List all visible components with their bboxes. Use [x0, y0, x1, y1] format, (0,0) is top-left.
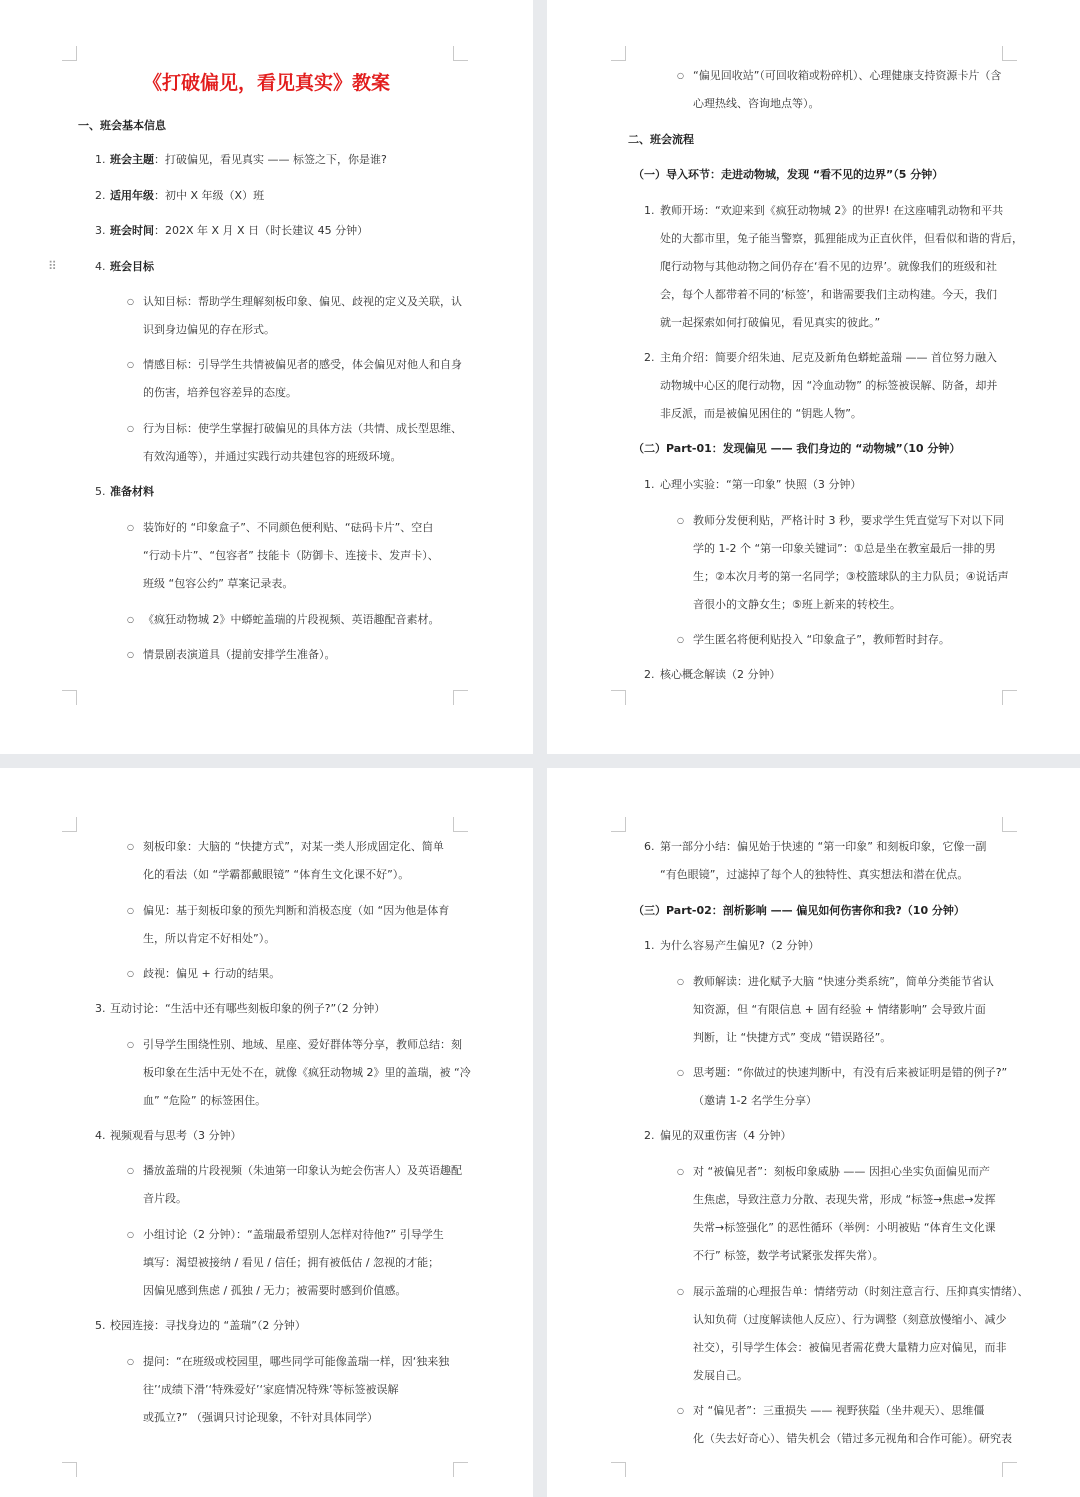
text-line: 生焦虑，导致注意力分散、表现失常，形成 “标签→焦虑→发挥	[693, 1193, 996, 1206]
crop-mark	[611, 690, 626, 705]
bullet-icon: ○	[127, 906, 134, 915]
text-line: 处的大都市里，兔子能当警察，狐狸能成为正直伙伴，但看似和谐的背后，	[660, 232, 1023, 245]
text-line: 刻板印象：大脑的 “快捷方式”，对某一类人形成固定化、简单	[143, 840, 444, 853]
text-line: 音片段。	[143, 1192, 187, 1205]
text-line: 学的 1-2 个 “第一印象关键词”：①总是坐在教室最后一排的男	[693, 542, 996, 555]
document-page-4	[547, 768, 1080, 1497]
text-line: 失常→标签强化” 的恶性循环（举例：小明被贴 “体育生文化课	[693, 1221, 996, 1234]
item-label: 准备材料	[110, 485, 154, 498]
text-line: 主角介绍：简要介绍朱迪、尼克及新角色蟒蛇盖瑞 —— 首位努力融入	[660, 351, 997, 364]
text-line: 的伤害，培养包容差异的态度。	[143, 386, 297, 399]
text-line: 装饰好的 “印象盒子”、不同颜色便利贴、“砝码卡片”、空白	[143, 521, 434, 534]
text-line: 展示盖瑞的心理报告单：情绪劳动（时刻注意言行、压抑真实情绪）、	[693, 1285, 1029, 1298]
list-number: 2.	[644, 668, 655, 681]
list-number: 1.	[644, 478, 655, 491]
item-label: 适用年级	[110, 189, 154, 202]
list-number: 5.	[95, 1319, 106, 1332]
list-number: 3.	[95, 1002, 106, 1015]
document-page-2	[547, 0, 1080, 754]
text-line: 或孤立?” （强调只讨论现象，不针对具体同学）	[143, 1411, 379, 1424]
bullet-icon: ○	[127, 424, 134, 433]
text-line: 提问：“在班级或校园里，哪些同学可能像盖瑞一样，因‘独来独	[143, 1355, 450, 1368]
text-line: 视频观看与思考（3 分钟）	[110, 1129, 242, 1142]
crop-mark	[1002, 690, 1017, 705]
text-line: 音很小的文静女生；⑤班上新来的转校生。	[693, 598, 901, 611]
text-line: 因偏见感到焦虑 / 孤独 / 无力；被需要时感到价值感。	[143, 1284, 407, 1297]
text-line: 偏见：基于刻板印象的预先判断和消极态度（如 “因为他是体育	[143, 904, 450, 917]
text-line: 会，每个人都带着不同的‘标签’，和谐需要我们主动构建。今天，我们	[660, 288, 997, 301]
subsection-heading: （二）Part-01：发现偏见 —— 我们身边的 “动物城”（10 分钟）	[633, 442, 961, 455]
text-line: 爬行动物与其他动物之间仍存在‘看不见的边界’。就像我们的班级和社	[660, 260, 997, 273]
bullet-icon: ○	[677, 1167, 684, 1176]
bullet-icon: ○	[677, 977, 684, 986]
list-number: 4.	[95, 260, 106, 273]
bullet-icon: ○	[127, 842, 134, 851]
text-line: 心理小实验：“第一印象” 快照（3 分钟）	[660, 478, 862, 491]
text-line: 心理热线、咨询地点等）。	[693, 97, 820, 110]
list-number: 5.	[95, 485, 106, 498]
list-number: 1.	[644, 204, 655, 217]
text-line: 小组讨论（2 分钟）：“盖瑞最希望别人怎样对待他?” 引导学生	[143, 1228, 444, 1241]
item-text: ：202X 年 X 月 X 日（时长建议 45 分钟）	[154, 224, 369, 237]
text-line: 动物城中心区的爬行动物，因 “冷血动物” 的标签被误解、防备，却并	[660, 379, 998, 392]
crop-mark	[1002, 1462, 1017, 1477]
crop-mark	[611, 46, 626, 61]
crop-mark	[1002, 817, 1017, 832]
section-heading: 二、班会流程	[628, 133, 694, 146]
crop-mark	[62, 690, 77, 705]
text-line: 社交），引导学生体会：被偏见者需花费大量精力应对偏见，而非	[693, 1341, 1007, 1354]
text-line: 识到身边偏见的存在形式。	[143, 323, 275, 336]
bullet-icon: ○	[127, 1357, 134, 1366]
text-line: 播放盖瑞的片段视频（朱迪第一印象认为蛇会伤害人）及英语趣配	[143, 1164, 462, 1177]
text-line: 对 “被偏见者”：刻板印象威胁 —— 因担心坐实负面偏见而产	[693, 1165, 990, 1178]
bullet-icon: ○	[677, 71, 684, 80]
bullet-icon: ○	[127, 297, 134, 306]
text-line: 第一部分小结：偏见始于快速的 “第一印象” 和刻板印象，它像一副	[660, 840, 987, 853]
crop-mark	[611, 817, 626, 832]
text-line: 就一起探索如何打破偏见，看见真实的彼此。”	[660, 316, 881, 329]
subsection-heading: （一）导入环节：走进动物城，发现 “看不见的边界”（5 分钟）	[633, 168, 944, 181]
crop-mark	[62, 817, 77, 832]
bullet-icon: ○	[677, 1068, 684, 1077]
text-line: 教师解读：进化赋予大脑 “快速分类系统”，简单分类能节省认	[693, 975, 994, 988]
document-page-1	[0, 0, 533, 754]
crop-mark	[611, 1462, 626, 1477]
text-line: “行动卡片”、“包容者” 技能卡（防御卡、连接卡、发声卡）、	[143, 549, 439, 562]
text-line: （邀请 1-2 名学生分享）	[693, 1094, 817, 1107]
text-line: 非反派，而是被偏见困住的 “钥匙人物”。	[660, 407, 862, 420]
text-line: 判断，让 “快捷方式” 变成 “错误路径”。	[693, 1031, 892, 1044]
text-line: 行为目标：使学生掌握打破偏见的具体方法（共情、成长型思维、	[143, 422, 462, 435]
list-number: 1.	[644, 939, 655, 952]
text-line: 往’‘成绩下滑’‘特殊爱好’‘家庭情况特殊’等标签被误解	[143, 1383, 399, 1396]
text-line: 思考题：“你做过的快速判断中，有没有后来被证明是错的例子?”	[693, 1066, 1008, 1079]
text-line: 发展自己。	[693, 1369, 748, 1382]
list-item	[110, 153, 387, 167]
text-line: 偏见的双重伤害（4 分钟）	[660, 1129, 792, 1142]
subsection-heading: （三）Part-02：剖析影响 —— 偏见如何伤害你和我?（10 分钟）	[633, 904, 965, 917]
item-label: 班会时间	[110, 224, 154, 237]
list-number: 1.	[95, 153, 106, 166]
list-item	[110, 189, 264, 203]
text-line: 班级 “包容公约” 草案记录表。	[143, 577, 294, 590]
bullet-icon: ○	[127, 969, 134, 978]
text-line: 互动讨论：“生活中还有哪些刻板印象的例子?”（2 分钟）	[110, 1002, 386, 1015]
text-line: 学生匿名将便利贴投入 “印象盒子”，教师暂时封存。	[693, 633, 950, 646]
text-line: 板印象在生活中无处不在，就像《疯狂动物城 2》里的盖瑞，被 “冷	[143, 1066, 471, 1079]
text-line: 有效沟通等），并通过实践行动共建包容的班级环境。	[143, 450, 402, 463]
list-number: 2.	[644, 351, 655, 364]
text-line: 情感目标：引导学生共情被偏见者的感受，体会偏见对他人和自身	[143, 358, 462, 371]
text-line: 核心概念解读（2 分钟）	[660, 668, 781, 681]
crop-mark	[62, 46, 77, 61]
text-line: 《疯狂动物城 2》中蟒蛇盖瑞的片段视频、英语趣配音素材。	[143, 613, 440, 626]
bullet-icon: ○	[127, 523, 134, 532]
list-number: 2.	[644, 1129, 655, 1142]
bullet-icon: ○	[127, 1040, 134, 1049]
item-text: ：初中 X 年级（X）班	[154, 189, 265, 202]
text-line: 知资源，但 “有限信息 + 固有经验 + 情绪影响” 会导致片面	[693, 1003, 986, 1016]
crop-mark	[453, 1462, 468, 1477]
text-line: 不行” 标签，数学考试紧张发挥失常）。	[693, 1249, 884, 1262]
text-line: 歧视：偏见 + 行动的结果。	[143, 967, 281, 980]
text-line: 情景剧表演道具（提前安排学生准备）。	[143, 648, 336, 661]
text-line: 化（失去好奇心）、错失机会（错过多元视角和合作可能）。研究表	[693, 1432, 1012, 1445]
list-number: 6.	[644, 840, 655, 853]
bullet-icon: ○	[127, 360, 134, 369]
crop-mark	[62, 1462, 77, 1477]
item-text: ：打破偏见，看见真实 —— 标签之下，你是谁?	[154, 153, 387, 166]
text-line: 教师分发便利贴，严格计时 3 秒，要求学生凭直觉写下对以下同	[693, 514, 1004, 527]
bullet-icon: ○	[677, 635, 684, 644]
text-line: 化的看法（如 “学霸都戴眼镜” “体育生文化课不好”）。	[143, 868, 410, 881]
text-line: 生，所以肯定不好相处”）。	[143, 932, 276, 945]
text-line: 校园连接：寻找身边的 “盖瑞”（2 分钟）	[110, 1319, 306, 1332]
crop-mark	[453, 690, 468, 705]
text-line: 教师开场：“欢迎来到《疯狂动物城 2》的世界! 在这座哺乳动物和平共	[660, 204, 1004, 217]
drag-handle-icon[interactable]: ⠿	[48, 259, 56, 273]
list-number: 3.	[95, 224, 106, 237]
text-line: 填写：渴望被接纳 / 看见 / 信任；拥有被低估 / 忽视的才能；	[143, 1256, 440, 1269]
item-label: 班会主题	[110, 153, 154, 166]
list-number: 2.	[95, 189, 106, 202]
text-line: 为什么容易产生偏见?（2 分钟）	[660, 939, 820, 952]
document-page-3	[0, 768, 533, 1497]
text-line: 认知目标：帮助学生理解刻板印象、偏见、歧视的定义及关联，认	[143, 295, 462, 308]
text-line: 血” “危险” 的标签困住。	[143, 1094, 267, 1107]
crop-mark	[1002, 46, 1017, 61]
list-item	[110, 224, 368, 238]
text-line: 对 “偏见者”：三重损失 —— 视野狭隘（坐井观天）、思维僵	[693, 1404, 985, 1417]
document-title: 《打破偏见，看见真实》教案	[142, 72, 390, 94]
text-line: 引导学生围绕性别、地域、星座、爱好群体等分享，教师总结：刻	[143, 1038, 462, 1051]
text-line: “有色眼镜”，过滤掉了每个人的独特性、真实想法和潜在优点。	[660, 868, 969, 881]
list-number: 4.	[95, 1129, 106, 1142]
bullet-icon: ○	[677, 1287, 684, 1296]
section-heading: 一、班会基本信息	[78, 119, 166, 132]
bullet-icon: ○	[127, 650, 134, 659]
text-line: 认知负荷（过度解读他人反应）、行为调整（刻意放慢缩小、减少	[693, 1313, 1007, 1326]
crop-mark	[453, 46, 468, 61]
bullet-icon: ○	[677, 1406, 684, 1415]
item-label: 班会目标	[110, 260, 154, 273]
text-line: 生；②本次月考的第一名同学；③校篮球队的主力队员；④说话声	[693, 570, 1009, 583]
bullet-icon: ○	[127, 1230, 134, 1239]
bullet-icon: ○	[127, 1166, 134, 1175]
bullet-icon: ○	[677, 516, 684, 525]
bullet-icon: ○	[127, 615, 134, 624]
crop-mark	[453, 817, 468, 832]
text-line: “偏见回收站”（可回收箱或粉碎机）、心理健康支持资源卡片（含	[693, 69, 1002, 82]
